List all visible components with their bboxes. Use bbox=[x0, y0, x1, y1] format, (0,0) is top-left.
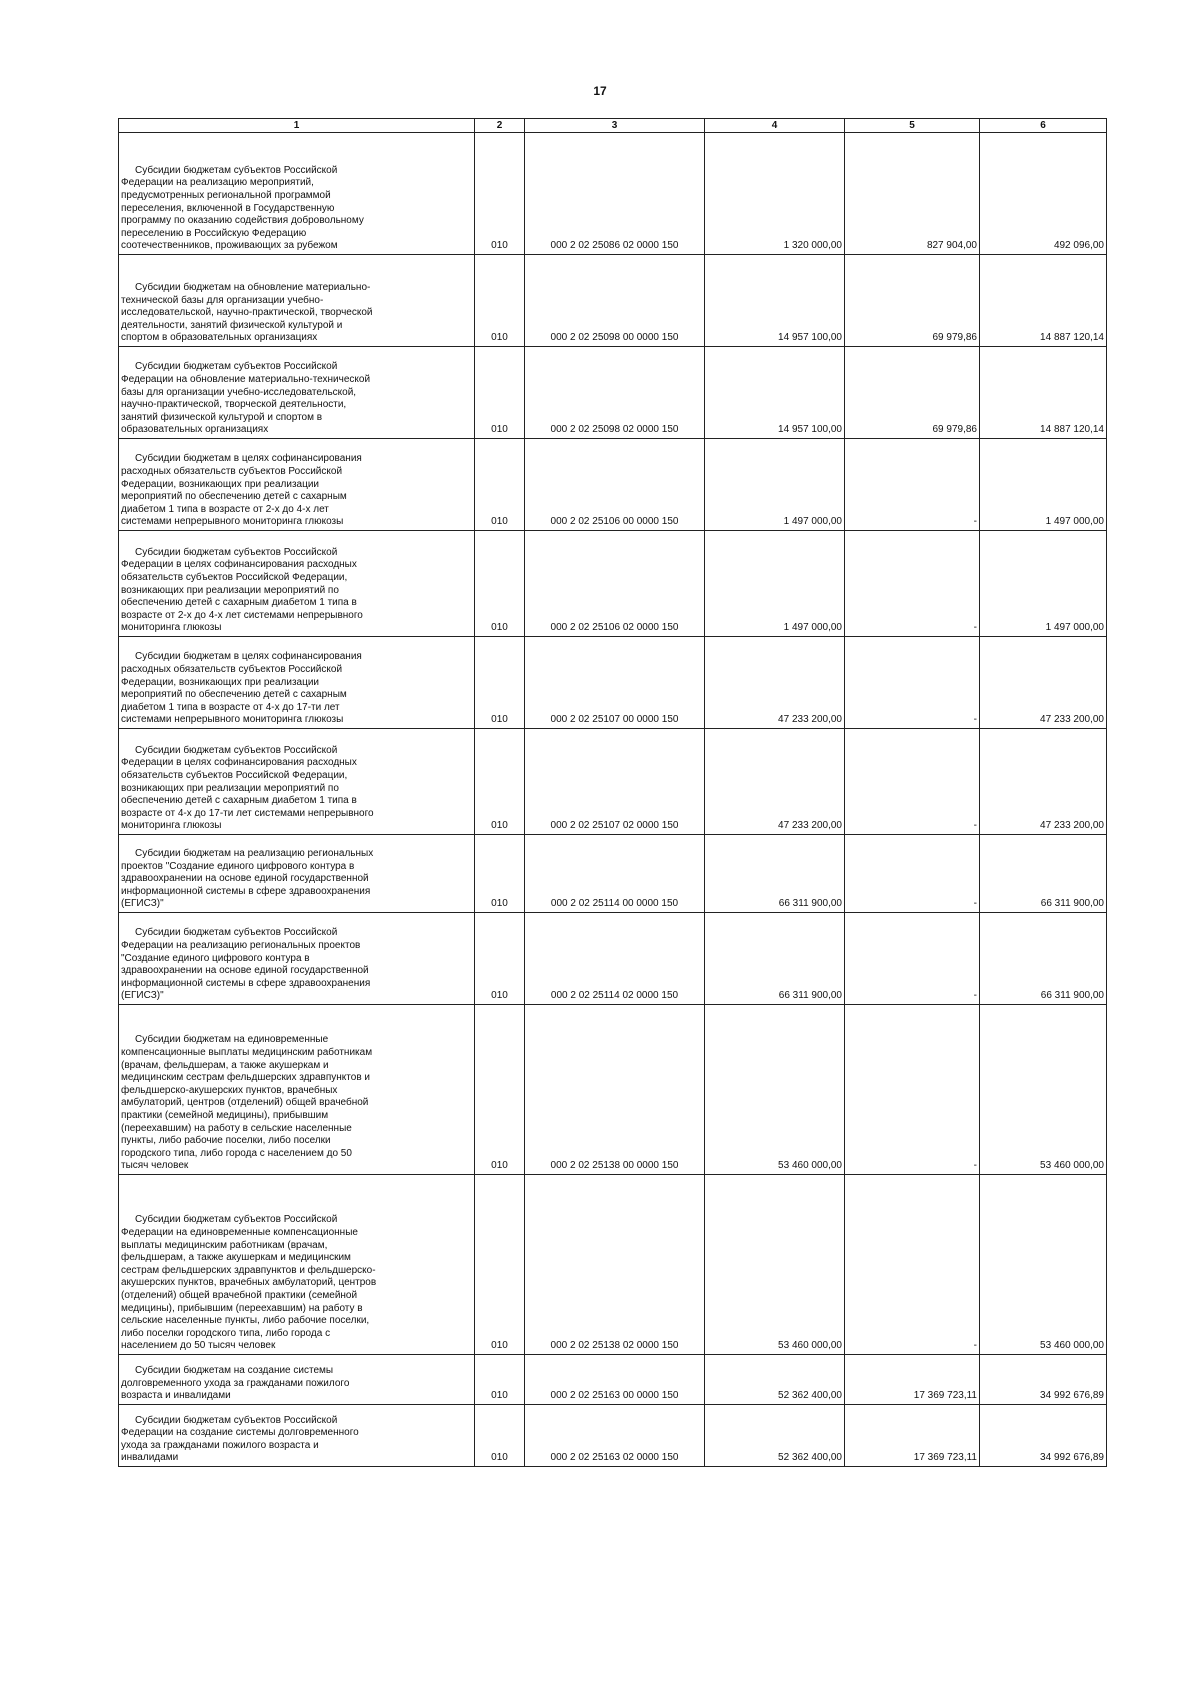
row-executed-amount: - bbox=[845, 531, 980, 637]
row-description bbox=[119, 1405, 475, 1467]
row-executed-amount: 17 369 723,11 bbox=[845, 1405, 980, 1467]
row-approved-amount: 66 311 900,00 bbox=[705, 913, 845, 1005]
row-remaining-amount: 34 992 676,89 bbox=[980, 1405, 1107, 1467]
page-number: 17 bbox=[593, 84, 607, 98]
row-description bbox=[119, 913, 475, 1005]
description-line: "Создание единого цифрового контура в bbox=[121, 952, 310, 964]
description-line: выплаты медицинским работникам (врачам, bbox=[121, 1239, 328, 1251]
budget-income-table bbox=[118, 118, 1107, 1467]
description-line: расходных обязательств субъектов Российской bbox=[121, 466, 343, 478]
description-line: инвалидами bbox=[121, 1452, 179, 1464]
description-line: населением до 50 тысяч человек bbox=[121, 1340, 276, 1352]
description-line: исследовательской, научно-практической, творческой bbox=[121, 307, 373, 319]
row-approved-amount: 66 311 900,00 bbox=[705, 835, 845, 913]
row-line-code: 010 bbox=[475, 913, 525, 1005]
description-line: Федерации на реализацию мероприятий, bbox=[121, 177, 314, 189]
table-row bbox=[119, 729, 1107, 835]
table-row bbox=[119, 1005, 1107, 1175]
row-approved-amount: 47 233 200,00 bbox=[705, 729, 845, 835]
description-line: информационной системы в сфере здравоохранения bbox=[121, 977, 371, 989]
description-line: базы для организации учебно-исследовательской, bbox=[121, 386, 357, 398]
description-line: фельдшерско-акушерских пунктов, врачебных bbox=[121, 1084, 338, 1096]
description-line: (врачам, фельдшерам, а также акушеркам и bbox=[121, 1059, 329, 1071]
row-description bbox=[119, 347, 475, 439]
description-line: переселению в Российскую Федерацию bbox=[121, 227, 307, 239]
description-line: либо поселки городского типа, либо города с bbox=[121, 1327, 331, 1339]
description-line: Субсидии бюджетам в целях софинансирования bbox=[135, 651, 362, 663]
description-line: возраста и инвалидами bbox=[121, 1390, 231, 1402]
description-line: сельские населенные пункты, либо рабочие поселки, bbox=[121, 1315, 370, 1327]
row-budget-classification-code: 000 2 02 25107 02 0000 150 bbox=[525, 729, 705, 835]
row-budget-classification-code: 000 2 02 25098 00 0000 150 bbox=[525, 255, 705, 347]
column-header-6: 6 bbox=[980, 119, 1107, 133]
table-body bbox=[119, 133, 1107, 1467]
description-line: переселения, включенной в Государственную bbox=[121, 202, 335, 214]
row-remaining-amount: 14 887 120,14 bbox=[980, 347, 1107, 439]
table-header bbox=[119, 119, 1107, 133]
row-budget-classification-code: 000 2 02 25138 00 0000 150 bbox=[525, 1005, 705, 1175]
row-executed-amount: 17 369 723,11 bbox=[845, 1355, 980, 1405]
row-budget-classification-code: 000 2 02 25106 00 0000 150 bbox=[525, 439, 705, 531]
column-header-1: 1 bbox=[119, 119, 475, 133]
description-line: деятельности, занятий физической культурой и bbox=[121, 319, 343, 331]
row-description bbox=[119, 1175, 475, 1355]
description-line: (переехавшим) на работу в сельские населенные bbox=[121, 1122, 352, 1134]
description-line: обязательств субъектов Российской Федерации, bbox=[121, 572, 348, 584]
table-row bbox=[119, 835, 1107, 913]
row-approved-amount: 52 362 400,00 bbox=[705, 1405, 845, 1467]
table-row bbox=[119, 439, 1107, 531]
table-row bbox=[119, 255, 1107, 347]
row-remaining-amount: 66 311 900,00 bbox=[980, 835, 1107, 913]
row-approved-amount: 53 460 000,00 bbox=[705, 1005, 845, 1175]
description-line: возникающих при реализации мероприятий по bbox=[121, 584, 339, 596]
column-header-2: 2 bbox=[475, 119, 525, 133]
description-line: Субсидии бюджетам субъектов Российской bbox=[135, 1214, 338, 1226]
description-line: Федерации в целях софинансирования расходных bbox=[121, 559, 357, 571]
table-row bbox=[119, 1175, 1107, 1355]
description-line: занятий физической культурой и спортом в bbox=[121, 411, 323, 423]
description-line: мероприятий по обеспечению детей с сахарным bbox=[121, 689, 347, 701]
description-line: обязательств субъектов Российской Федерации, bbox=[121, 770, 348, 782]
description-line: мониторинга глюкозы bbox=[121, 820, 222, 832]
row-executed-amount: 69 979,86 bbox=[845, 347, 980, 439]
description-line: образовательных организациях bbox=[121, 424, 269, 436]
row-remaining-amount: 53 460 000,00 bbox=[980, 1005, 1107, 1175]
row-remaining-amount: 1 497 000,00 bbox=[980, 439, 1107, 531]
table-row bbox=[119, 531, 1107, 637]
row-executed-amount: - bbox=[845, 637, 980, 729]
description-line: медицинским сестрам фельдшерских здравпунктов и bbox=[121, 1072, 370, 1084]
row-budget-classification-code: 000 2 02 25138 02 0000 150 bbox=[525, 1175, 705, 1355]
row-description bbox=[119, 729, 475, 835]
description-line: городского типа, либо города с населением до 50 bbox=[121, 1147, 352, 1159]
row-budget-classification-code: 000 2 02 25114 02 0000 150 bbox=[525, 913, 705, 1005]
description-line: возникающих при реализации мероприятий по bbox=[121, 782, 339, 794]
row-budget-classification-code: 000 2 02 25106 02 0000 150 bbox=[525, 531, 705, 637]
row-line-code: 010 bbox=[475, 1175, 525, 1355]
row-approved-amount: 53 460 000,00 bbox=[705, 1175, 845, 1355]
table-row bbox=[119, 1355, 1107, 1405]
description-line: здравоохранении на основе единой государственной bbox=[121, 965, 369, 977]
row-description bbox=[119, 1355, 475, 1405]
description-line: системами непрерывного мониторинга глюкозы bbox=[121, 516, 344, 528]
description-line: предусмотренных региональной программой bbox=[121, 190, 331, 202]
description-line: пункты, либо рабочие поселки, либо поселки bbox=[121, 1135, 331, 1147]
row-description bbox=[119, 133, 475, 255]
description-line: обеспечению детей с сахарным диабетом 1 типа в bbox=[121, 795, 357, 807]
description-line: технической базы для организации учебно- bbox=[121, 294, 324, 306]
description-line: Субсидии бюджетам субъектов Российской bbox=[135, 164, 338, 176]
description-line: Федерации на обновление материально-технической bbox=[121, 374, 371, 386]
row-line-code: 010 bbox=[475, 729, 525, 835]
description-line: компенсационные выплаты медицинским работникам bbox=[121, 1047, 373, 1059]
description-line: программу по оказанию содействия добровольному bbox=[121, 215, 364, 227]
row-line-code: 010 bbox=[475, 347, 525, 439]
description-line: мониторинга глюкозы bbox=[121, 622, 222, 634]
description-line: спортом в образовательных организациях bbox=[121, 332, 318, 344]
row-approved-amount: 1 497 000,00 bbox=[705, 439, 845, 531]
row-line-code: 010 bbox=[475, 255, 525, 347]
description-line: расходных обязательств субъектов Российской bbox=[121, 664, 343, 676]
description-line: амбулаторий, центров (отделений) общей врачебной bbox=[121, 1097, 369, 1109]
description-line: (ЕГИСЗ)" bbox=[121, 990, 164, 1002]
description-line: Субсидии бюджетам субъектов Российской bbox=[135, 1414, 338, 1426]
description-line: Субсидии бюджетам на единовременные bbox=[135, 1034, 329, 1046]
description-line: (ЕГИСЗ)" bbox=[121, 898, 164, 910]
row-budget-classification-code: 000 2 02 25098 02 0000 150 bbox=[525, 347, 705, 439]
row-line-code: 010 bbox=[475, 637, 525, 729]
row-line-code: 010 bbox=[475, 835, 525, 913]
description-line: практики (семейной медицины), прибывшим bbox=[121, 1110, 329, 1122]
description-line: Федерации на единовременные компенсационные bbox=[121, 1227, 358, 1239]
row-line-code: 010 bbox=[475, 1405, 525, 1467]
description-line: Федерации на создание системы долговременного bbox=[121, 1427, 359, 1439]
table-row bbox=[119, 347, 1107, 439]
description-line: фельдшерам, а также акушеркам и медицинским bbox=[121, 1252, 351, 1264]
description-line: Субсидии бюджетам на реализацию региональных bbox=[135, 848, 374, 860]
description-line: Федерации, возникающих при реализации bbox=[121, 478, 320, 490]
description-line: ухода за гражданами пожилого возраста и bbox=[121, 1439, 319, 1451]
row-remaining-amount: 53 460 000,00 bbox=[980, 1175, 1107, 1355]
description-line: (отделений) общей врачебной практики (семейной bbox=[121, 1290, 358, 1302]
description-line: тысяч человек bbox=[121, 1160, 189, 1172]
description-line: Субсидии бюджетам в целях софинансирования bbox=[135, 453, 362, 465]
row-approved-amount: 14 957 100,00 bbox=[705, 255, 845, 347]
row-budget-classification-code: 000 2 02 25114 00 0000 150 bbox=[525, 835, 705, 913]
row-executed-amount: - bbox=[845, 1005, 980, 1175]
row-budget-classification-code: 000 2 02 25163 00 0000 150 bbox=[525, 1355, 705, 1405]
table-row bbox=[119, 1405, 1107, 1467]
description-line: соотечественников, проживающих за рубежом bbox=[121, 240, 338, 252]
description-line: диабетом 1 типа в возрасте от 2-х до 4-х лет bbox=[121, 503, 329, 515]
row-remaining-amount: 34 992 676,89 bbox=[980, 1355, 1107, 1405]
row-remaining-amount: 1 497 000,00 bbox=[980, 531, 1107, 637]
description-line: информационной системы в сфере здравоохранения bbox=[121, 885, 371, 897]
row-remaining-amount: 492 096,00 bbox=[980, 133, 1107, 255]
row-line-code: 010 bbox=[475, 439, 525, 531]
description-line: обеспечению детей с сахарным диабетом 1 типа в bbox=[121, 597, 357, 609]
description-line: Субсидии бюджетам субъектов Российской bbox=[135, 744, 338, 756]
row-description bbox=[119, 439, 475, 531]
row-description bbox=[119, 835, 475, 913]
row-approved-amount: 52 362 400,00 bbox=[705, 1355, 845, 1405]
column-header-3: 3 bbox=[525, 119, 705, 133]
row-description bbox=[119, 1005, 475, 1175]
row-line-code: 010 bbox=[475, 1005, 525, 1175]
table-row bbox=[119, 913, 1107, 1005]
row-approved-amount: 47 233 200,00 bbox=[705, 637, 845, 729]
row-executed-amount: - bbox=[845, 439, 980, 531]
row-executed-amount: - bbox=[845, 913, 980, 1005]
row-budget-classification-code: 000 2 02 25086 02 0000 150 bbox=[525, 133, 705, 255]
column-number-row bbox=[119, 119, 1107, 133]
row-executed-amount: - bbox=[845, 835, 980, 913]
description-line: медицины), прибывшим (переехавшим) на работу в bbox=[121, 1302, 363, 1314]
column-header-5: 5 bbox=[845, 119, 980, 133]
description-line: научно-практической, творческой деятельности, bbox=[121, 399, 347, 411]
description-line: сестрам фельдшерских здравпунктов и фельдшерско- bbox=[121, 1264, 376, 1276]
row-description bbox=[119, 531, 475, 637]
description-line: Субсидии бюджетам субъектов Российской bbox=[135, 361, 338, 373]
row-executed-amount: 69 979,86 bbox=[845, 255, 980, 347]
row-line-code: 010 bbox=[475, 531, 525, 637]
row-line-code: 010 bbox=[475, 1355, 525, 1405]
description-line: возрасте от 2-х до 4-х лет системами непрерывного bbox=[121, 609, 363, 621]
description-line: мероприятий по обеспечению детей с сахарным bbox=[121, 491, 347, 503]
row-budget-classification-code: 000 2 02 25163 02 0000 150 bbox=[525, 1405, 705, 1467]
description-line: Субсидии бюджетам субъектов Российской bbox=[135, 546, 338, 558]
row-budget-classification-code: 000 2 02 25107 00 0000 150 bbox=[525, 637, 705, 729]
row-executed-amount: - bbox=[845, 1175, 980, 1355]
description-line: Субсидии бюджетам на обновление материально- bbox=[135, 282, 371, 294]
row-approved-amount: 14 957 100,00 bbox=[705, 347, 845, 439]
description-line: долговременного ухода за гражданами пожилого bbox=[121, 1377, 350, 1389]
row-executed-amount: - bbox=[845, 729, 980, 835]
description-line: Федерации, возникающих при реализации bbox=[121, 676, 320, 688]
row-description bbox=[119, 637, 475, 729]
row-approved-amount: 1 320 000,00 bbox=[705, 133, 845, 255]
row-description bbox=[119, 255, 475, 347]
row-remaining-amount: 47 233 200,00 bbox=[980, 637, 1107, 729]
description-line: проектов "Создание единого цифрового контура в bbox=[121, 860, 355, 872]
description-line: диабетом 1 типа в возрасте от 4-х до 17-ти лет bbox=[121, 701, 340, 713]
row-remaining-amount: 66 311 900,00 bbox=[980, 913, 1107, 1005]
row-remaining-amount: 14 887 120,14 bbox=[980, 255, 1107, 347]
description-line: системами непрерывного мониторинга глюкозы bbox=[121, 714, 344, 726]
row-line-code: 010 bbox=[475, 133, 525, 255]
row-executed-amount: 827 904,00 bbox=[845, 133, 980, 255]
description-line: Субсидии бюджетам субъектов Российской bbox=[135, 927, 338, 939]
table-row bbox=[119, 133, 1107, 255]
table-row bbox=[119, 637, 1107, 729]
description-line: здравоохранении на основе единой государственной bbox=[121, 873, 369, 885]
description-line: Субсидии бюджетам на создание системы bbox=[135, 1365, 334, 1377]
description-line: акушерских пунктов, врачебных амбулаторий, центров bbox=[121, 1277, 377, 1289]
description-line: Федерации в целях софинансирования расходных bbox=[121, 757, 357, 769]
column-header-4: 4 bbox=[705, 119, 845, 133]
row-approved-amount: 1 497 000,00 bbox=[705, 531, 845, 637]
description-line: Федерации на реализацию региональных проектов bbox=[121, 940, 361, 952]
row-remaining-amount: 47 233 200,00 bbox=[980, 729, 1107, 835]
description-line: возрасте от 4-х до 17-ти лет системами непрерывного bbox=[121, 807, 374, 819]
